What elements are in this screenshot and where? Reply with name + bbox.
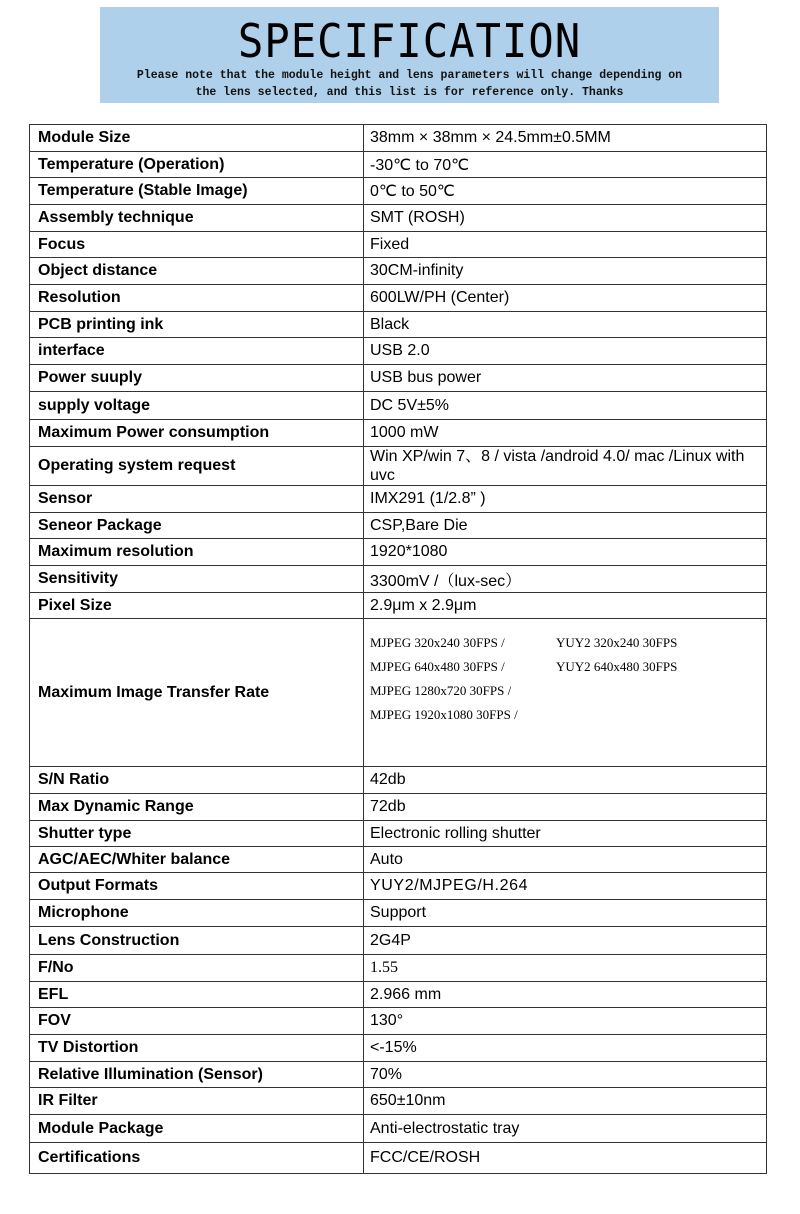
spec-value: CSP,Bare Die <box>364 513 767 539</box>
spec-value: 2.9μm x 2.9μm <box>364 593 767 619</box>
spec-label: AGC/AEC/Whiter balance <box>30 847 364 873</box>
spec-row <box>30 927 767 955</box>
spec-label: Operating system request <box>30 447 364 486</box>
spec-row <box>30 847 767 873</box>
spec-row <box>30 1035 767 1062</box>
spec-label: Assembly technique <box>30 205 364 232</box>
spec-value: 3300mV /（lux-sec） <box>364 566 767 593</box>
spec-value: 72db <box>364 794 767 821</box>
spec-value: 42db <box>364 767 767 794</box>
spec-label: Temperature (Stable Image) <box>30 178 364 205</box>
spec-label: Seneor Package <box>30 513 364 539</box>
spec-label: Module Size <box>30 125 364 152</box>
spec-value: 1.55 <box>364 955 767 982</box>
spec-row <box>30 566 767 593</box>
spec-value: USB bus power <box>364 365 767 392</box>
spec-value: 1920*1080 <box>364 539 767 566</box>
transfer-rate-line <box>370 703 766 727</box>
spec-value: FCC/CE/ROSH <box>364 1143 767 1174</box>
spec-row <box>30 982 767 1008</box>
spec-label: Maximum resolution <box>30 539 364 566</box>
spec-row <box>30 1115 767 1143</box>
spec-label: Shutter type <box>30 821 364 847</box>
spec-label: interface <box>30 338 364 365</box>
spec-row <box>30 338 767 365</box>
spec-label: Power suuply <box>30 365 364 392</box>
specification-banner <box>100 7 719 103</box>
spec-label: Relative Illumination (Sensor) <box>30 1062 364 1088</box>
spec-value: 38mm × 38mm × 24.5mm±0.5MM <box>364 125 767 152</box>
spec-value: Electronic rolling shutter <box>364 821 767 847</box>
spec-value: 130° <box>364 1008 767 1035</box>
spec-value: SMT (ROSH) <box>364 205 767 232</box>
spec-label: Sensor <box>30 486 364 513</box>
spec-row <box>30 619 767 767</box>
spec-value: Fixed <box>364 232 767 258</box>
spec-value: Auto <box>364 847 767 873</box>
spec-label: Maximum Power consumption <box>30 420 364 447</box>
spec-row <box>30 767 767 794</box>
mjpeg-rate: MJPEG 320x240 30FPS / <box>370 634 505 650</box>
spec-row <box>30 900 767 927</box>
spec-row <box>30 447 767 486</box>
spec-label: Module Package <box>30 1115 364 1143</box>
spec-row <box>30 125 767 152</box>
spec-value: YUY2/MJPEG/H.264 <box>364 873 767 900</box>
spec-row <box>30 486 767 513</box>
spec-row <box>30 1088 767 1115</box>
spec-label: TV Distortion <box>30 1035 364 1062</box>
yuy2-rate: YUY2 320x240 30FPS <box>556 634 678 650</box>
spec-value: 2.966 mm <box>364 982 767 1008</box>
spec-row <box>30 312 767 338</box>
transfer-rate-line <box>370 655 766 679</box>
transfer-rate-line <box>370 679 766 703</box>
transfer-rate-line <box>370 631 766 655</box>
spec-row <box>30 365 767 392</box>
spec-label: Sensitivity <box>30 566 364 593</box>
spec-label: S/N Ratio <box>30 767 364 794</box>
spec-label: IR Filter <box>30 1088 364 1115</box>
spec-row <box>30 152 767 178</box>
spec-row <box>30 178 767 205</box>
mjpeg-rate: MJPEG 1280x720 30FPS / <box>370 682 512 698</box>
spec-label: Lens Construction <box>30 927 364 955</box>
spec-label: Maximum Image Transfer Rate <box>30 619 364 767</box>
spec-value: <-15% <box>364 1035 767 1062</box>
spec-label: Microphone <box>30 900 364 927</box>
spec-label: F/No <box>30 955 364 982</box>
spec-label: FOV <box>30 1008 364 1035</box>
spec-row <box>30 205 767 232</box>
spec-value: 600LW/PH (Center) <box>364 285 767 312</box>
spec-value: 2G4P <box>364 927 767 955</box>
spec-label: PCB printing ink <box>30 312 364 338</box>
spec-value: IMX291 (1/2.8” ) <box>364 486 767 513</box>
spec-table <box>29 124 767 1174</box>
spec-value: 1000 mW <box>364 420 767 447</box>
page-title: SPECIFICATION <box>237 14 582 68</box>
spec-label: Pixel Size <box>30 593 364 619</box>
spec-row <box>30 593 767 619</box>
spec-value: Win XP/win 7、8 / vista /android 4.0/ mac /Linux with uvc <box>364 447 767 486</box>
spec-row <box>30 1143 767 1174</box>
spec-row <box>30 1008 767 1035</box>
spec-value: Anti-electrostatic tray <box>364 1115 767 1143</box>
mjpeg-rate: MJPEG 1920x1080 30FPS / <box>370 706 518 722</box>
spec-value: 650±10nm <box>364 1088 767 1115</box>
banner-note-line-2: the lens selected, and this list is for reference only. Thanks <box>195 86 624 99</box>
spec-label: Temperature (Operation) <box>30 152 364 178</box>
spec-value: 30CM-infinity <box>364 258 767 285</box>
spec-row <box>30 513 767 539</box>
spec-value: Black <box>364 312 767 338</box>
spec-value: Support <box>364 900 767 927</box>
spec-value: 0℃ to 50℃ <box>364 178 767 205</box>
spec-row <box>30 1062 767 1088</box>
spec-value: -30℃ to 70℃ <box>364 152 767 178</box>
spec-row <box>30 821 767 847</box>
banner-note-line-1: Please note that the module height and lens parameters will change depending on <box>136 69 683 82</box>
spec-row <box>30 794 767 821</box>
spec-value: USB 2.0 <box>364 338 767 365</box>
spec-label: Resolution <box>30 285 364 312</box>
spec-value <box>364 619 767 767</box>
spec-value: 70% <box>364 1062 767 1088</box>
spec-label: Focus <box>30 232 364 258</box>
spec-label: Object distance <box>30 258 364 285</box>
spec-row <box>30 539 767 566</box>
spec-label: Output Formats <box>30 873 364 900</box>
spec-row <box>30 873 767 900</box>
spec-row <box>30 955 767 982</box>
spec-label: Max Dynamic Range <box>30 794 364 821</box>
spec-value: DC 5V±5% <box>364 392 767 420</box>
mjpeg-rate: MJPEG 640x480 30FPS / <box>370 658 505 674</box>
spec-row <box>30 232 767 258</box>
spec-row <box>30 285 767 312</box>
spec-row <box>30 392 767 420</box>
transfer-rate-list <box>370 631 766 755</box>
spec-label: supply voltage <box>30 392 364 420</box>
spec-label: EFL <box>30 982 364 1008</box>
spec-label: Certifications <box>30 1143 364 1174</box>
yuy2-rate: YUY2 640x480 30FPS <box>556 658 678 674</box>
spec-row <box>30 258 767 285</box>
spec-row <box>30 420 767 447</box>
